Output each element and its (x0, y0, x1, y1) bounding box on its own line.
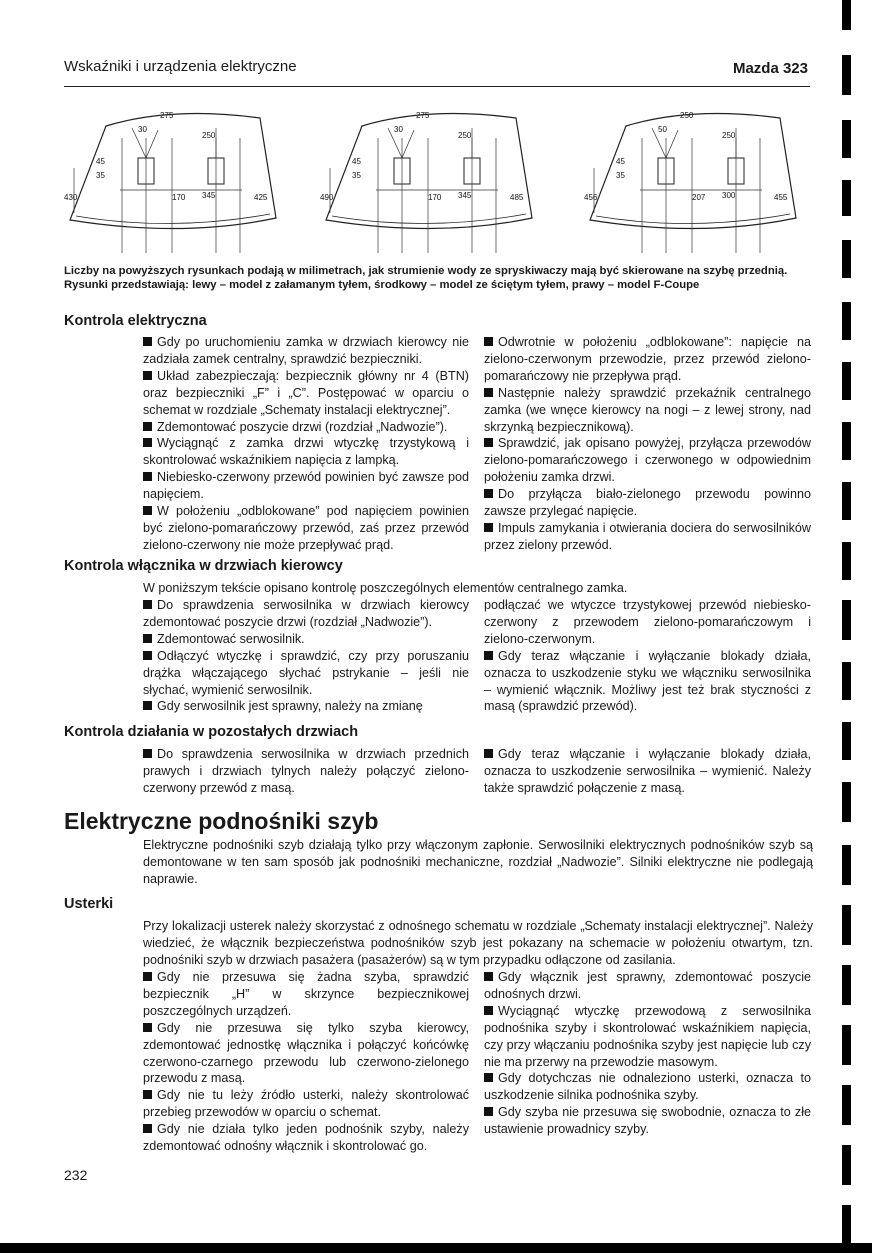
bullet-square-icon (143, 472, 152, 481)
section3-left-column (143, 746, 469, 797)
bullet-item (143, 368, 469, 419)
bullet-text: Zdemontować serwosilnik. (157, 631, 305, 646)
dimension-label: 45 (96, 157, 105, 166)
bullet-text: Gdy nie przesuwa się żadna szyba, sprawdzić bezpiecznik „H” w skrzynce bezpiecznikowej poszczególnych urządzeń. (143, 970, 469, 1018)
bullet-text: Gdy serwosilnik jest sprawny, należy na zmianę (157, 699, 423, 714)
bullet-square-icon (484, 388, 493, 397)
bullet-item (484, 385, 811, 436)
bullet-item (143, 1121, 469, 1155)
dimension-label: 456 (584, 193, 598, 202)
bullet-square-icon (484, 651, 493, 660)
bullet-square-icon (143, 371, 152, 380)
section3-right-column (484, 746, 811, 797)
wiper-arc (596, 214, 790, 224)
wiper-arc (76, 214, 270, 224)
bullet-item (484, 1070, 811, 1104)
section4-left-column (143, 969, 469, 1155)
bullet-square-icon (143, 749, 152, 758)
bullet-text: Gdy nie działa tylko jeden podnośnik szyby, należy zdemontować odnośny włącznik i skontrolować go. (143, 1122, 469, 1154)
bullet-square-icon (143, 634, 152, 643)
bullet-item (143, 631, 469, 648)
dimension-label: 250 (680, 111, 694, 120)
dimension-label: 490 (320, 193, 334, 202)
dimension-label: 345 (202, 191, 216, 200)
bullet-square-icon (143, 422, 152, 431)
bullet-square-icon (143, 701, 152, 710)
bullet-square-icon (484, 749, 493, 758)
bullet-text: Wyciągnąć z zamka drzwi wtyczkę trzystykową i skontrolować wskaźnikiem napięcia z lampką. (143, 436, 469, 468)
bullet-text: Wyciągnąć wtyczkę przewodową z serwosilnika podnośnika szyby i skontrolować wskaźnikiem napięcia, czy przy włączaniu podnośnika szyby jest napięcie lub czy nie ma przerwy na przewodzie masowym. (484, 1003, 811, 1069)
page-number: 232 (64, 1167, 88, 1183)
bullet-square-icon (143, 600, 152, 609)
bullet-item (143, 698, 469, 715)
bullet-square-icon (143, 972, 152, 981)
bullet-item (484, 520, 811, 554)
bullet-text: Do przyłącza biało-zielonego przewodu powinno zawsze przylegać napięcie. (484, 487, 811, 519)
washer-diagram-left (62, 98, 282, 258)
dimension-label: 275 (416, 111, 430, 120)
scan-bottom-edge (0, 1243, 872, 1253)
bullet-text: Gdy szyba nie przesuwa się swobodnie, oznacza to złe ustawienie prowadnicy szyby. (484, 1105, 811, 1137)
bullet-text: Do sprawdzenia serwosilnika w drzwiach kierowcy zdemontować poszycie drzwi (rozdział „Nadwozie”). (143, 598, 469, 629)
dimension-label: 170 (428, 193, 442, 202)
section-title-other-doors: Kontrola działania w pozostałych drzwiach (64, 724, 359, 740)
bullet-square-icon (484, 1006, 493, 1015)
bullet-item (484, 969, 811, 1003)
dimension-label: 275 (160, 111, 174, 120)
wiper-arc (332, 214, 526, 224)
dimension-label: 30 (394, 125, 403, 134)
bullet-square-icon (143, 1023, 152, 1032)
section2-right-items (484, 648, 811, 716)
bullet-item (484, 1104, 811, 1138)
bullet-text: Zdemontować poszycie drzwi (rozdział „Nadwozie”). (157, 419, 448, 434)
dimension-label: 250 (202, 131, 216, 140)
bullet-item (143, 503, 469, 554)
bullet-square-icon (484, 972, 493, 981)
bullet-item (143, 969, 469, 1020)
washer-diagram-right (582, 98, 812, 258)
bullet-square-icon (143, 337, 152, 346)
section2-left-column (143, 597, 469, 715)
bullet-text: Do sprawdzenia serwosilnika w drzwiach przednich prawych i drzwiach tylnych należy połączyć zielono-czerwony przewód z masą. (143, 747, 469, 795)
bullet-item (143, 597, 469, 631)
bullet-text: Następnie należy sprawdzić przekaźnik centralnego zamka (we wnęce kierowcy na nogi – z lewej strony, nad skrzynką bezpiecznikową). (484, 385, 811, 434)
dimension-label: 430 (64, 193, 78, 202)
bullet-text: Gdy włącznik jest sprawny, zdemontować poszycie odnośnych drzwi. (484, 970, 811, 1001)
bullet-text: W położeniu „odblokowane” pod napięciem powinien być zielono-pomarańczowy przewód, zaś przez przewód zielono-czerwony nie może przepływać prąd. (143, 504, 469, 552)
bullet-text: Gdy dotychczas nie odnaleziono usterki, oznacza to uszkodzenie silnika podnośnika szyby. (484, 1071, 811, 1103)
bullet-item (484, 435, 811, 486)
bullet-item (143, 1087, 469, 1121)
dimension-label: 250 (722, 131, 736, 140)
bullet-item (143, 746, 469, 797)
bullet-square-icon (143, 1124, 152, 1133)
dimension-label: 45 (352, 157, 361, 166)
bullet-item (484, 1003, 811, 1071)
section-title-electrical-check: Kontrola elektryczna (64, 313, 207, 329)
header-divider (64, 86, 810, 87)
bullet-square-icon (143, 651, 152, 660)
chapter-title-power-windows: Elektryczne podnośniki szyb (64, 808, 379, 834)
dimension-label: 300 (722, 191, 736, 200)
washer-diagram-middle (318, 98, 538, 258)
bullet-square-icon (143, 506, 152, 515)
bullet-item (143, 334, 469, 368)
dimension-label: 345 (458, 191, 472, 200)
dimension-label: 45 (616, 157, 625, 166)
bullet-text: Gdy nie tu leży źródło usterki, należy skontrolować przebieg przewodów w oparciu o schemat. (143, 1088, 469, 1120)
bullet-item (143, 435, 469, 469)
running-header: Wskaźniki i urządzenia elektryczne (64, 58, 297, 75)
section-title-driver-switch: Kontrola włącznika w drzwiach kierowcy (64, 558, 343, 574)
bullet-item (484, 746, 811, 797)
spray-line (146, 130, 158, 158)
faults-intro: Przy lokalizacji usterek należy skorzystać z odnośnego schematu w rozdziale „Schematy instalacji elektrycznej”. Należy wiedzieć, że włącznik bezpieczeństwa podnośników szyb jest pokazany na schemacie w położeniu otwartym, tzn. podnośniki szyb w drzwiach pasażera (pasażerów) są w tym przypadku odłączone od zasilania. (143, 919, 813, 967)
section1-left-column (143, 334, 469, 554)
dimension-label: 35 (616, 171, 625, 180)
section2-intro: W poniższym tekście opisano kontrolę poszczególnych elementów centralnego zamka. (143, 581, 628, 595)
dimension-label: 50 (658, 125, 667, 134)
bullet-square-icon (484, 489, 493, 498)
bullet-square-icon (484, 523, 493, 532)
dimension-label: 30 (138, 125, 147, 134)
dimension-label: 170 (172, 193, 186, 202)
dimension-label: 207 (692, 193, 706, 202)
dimension-label: 485 (510, 193, 524, 202)
bullet-square-icon (484, 337, 493, 346)
spray-line (402, 130, 414, 158)
bullet-square-icon (484, 1107, 493, 1116)
section4-right-column (484, 969, 811, 1138)
dimension-label: 35 (96, 171, 105, 180)
bullet-square-icon (484, 1073, 493, 1082)
dimension-label: 250 (458, 131, 472, 140)
bullet-item (143, 1020, 469, 1088)
bullet-text: Gdy po uruchomieniu zamka w drzwiach kierowcy nie zadziała zamek centralny, sprawdzić bezpieczniki. (143, 335, 469, 366)
car-model: Mazda 323 (732, 60, 808, 77)
bullet-text: Gdy nie przesuwa się tylko szyba kierowcy, zdemontować jednostkę włącznika i połączyć końcówkę czerwono-czarnego przewodu lub czerwono-zielonego przewodu z masą. (143, 1020, 469, 1086)
section2-right-column (484, 597, 811, 715)
scan-edge-marks (842, 0, 854, 1253)
section-title-faults: Usterki (64, 896, 114, 912)
spray-line (666, 130, 678, 158)
dimension-label: 455 (774, 193, 788, 202)
dimension-label: 35 (352, 171, 361, 180)
bullet-text: Sprawdzić, jak opisano powyżej, przyłącza przewodów zielono-pomarańczowego i czerwonego w odpowiednim położeniu zamka drzwi. (484, 436, 811, 485)
bullet-text: Odłączyć wtyczkę i sprawdzić, czy przy poruszaniu drążka włączającego słychać pstrykanie – jeśli nie słychać, wymienić serwosilnik. (143, 648, 469, 697)
bullet-item (143, 648, 469, 699)
section1-right-column (484, 334, 811, 554)
bullet-item (484, 486, 811, 520)
bullet-text: Impuls zamykania i otwierania dociera do serwosilników przez zielony przewód. (484, 520, 811, 552)
bullet-text: Gdy teraz włączanie i wyłączanie blokady działa, oznacza to uszkodzenie serwosilnika – wymienić. Należy także sprawdzić połączenie z masą. (484, 747, 811, 795)
bullet-square-icon (143, 1090, 152, 1099)
bullet-square-icon (143, 438, 152, 447)
bullet-square-icon (484, 438, 493, 447)
bullet-item (143, 469, 469, 503)
power-windows-intro: Elektryczne podnośniki szyb działają tylko przy włączonym zapłonie. Serwosilniki elektrycznych podnośników szyb są demontowane w ten sam sposób jak podnośniki mechaniczne, rozdział „Nadwozie”. Silniki elektryczne nie podlegają naprawie. (143, 838, 813, 886)
bullet-text: Odwrotnie w położeniu „odblokowane”: napięcie na zielono-czerwonym przewodzie, przez przewód zielono-pomarańczowy nie przepływa prąd. (484, 335, 811, 383)
section2-right-continuation: podłączać we wtyczce trzystykowej przewód niebiesko-czerwony z przewodem zielono-pomarańczowym i zielono-czerwonym. (484, 598, 811, 646)
bullet-item (143, 419, 469, 436)
dimension-label: 425 (254, 193, 268, 202)
bullet-text: Niebiesko-czerwony przewód powinien być zawsze pod napięciem. (143, 470, 469, 502)
bullet-text: Gdy teraz włączanie i wyłączanie blokady działa, oznacza to uszkodzenie styku we włączniku serwosilnika – wymienić włącznik. Możliwy jest też brak styczności z masą (sprawdzić przewód). (484, 648, 811, 714)
bullet-item (484, 648, 811, 716)
bullet-text: Układ zabezpieczają: bezpiecznik główny nr 4 (BTN) oraz bezpieczniki „F” i „C”. Postępować w oparciu o schemat w rozdziale „Schematy instalacji elektrycznej”. (143, 368, 469, 417)
bullet-item (484, 334, 811, 385)
diagram-caption: Liczby na powyższych rysunkach podają w milimetrach, jak strumienie wody ze spryskiwaczy mają być skierowane na szybę przednią. Rysunki przedstawiają: lewy – model z załamanym tyłem, środkowy – model ze ściętym tyłem, prawy – model F-Coupe (64, 265, 788, 291)
